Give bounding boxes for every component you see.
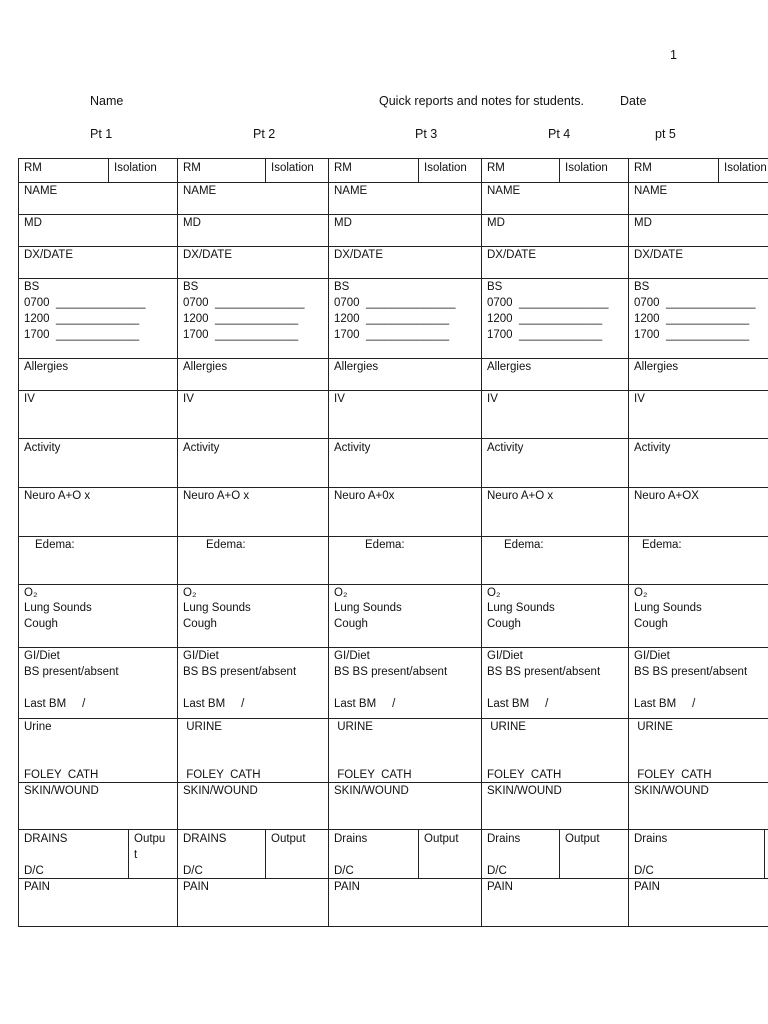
- urine-label: Urine: [24, 721, 52, 733]
- foley-cath-label: FOLEY CATH: [183, 769, 261, 781]
- date-label: Date: [620, 94, 647, 108]
- cough-label: Cough: [634, 618, 668, 630]
- o2-label: O₂: [24, 587, 38, 599]
- patient-label-2: Pt 2: [253, 127, 276, 141]
- allergies-label: Allergies: [487, 361, 532, 373]
- gi-diet-label: GI/Diet: [24, 650, 60, 662]
- blood-sugar-label: BS: [634, 281, 650, 293]
- dc-label: D/C: [634, 865, 654, 877]
- bs-0700-line: 0700 ______________: [334, 297, 456, 309]
- name-label: NAME: [183, 185, 217, 197]
- o2-label: O₂: [334, 587, 348, 599]
- isolation-label: Isolation: [724, 162, 767, 174]
- md-label: MD: [183, 217, 201, 229]
- room-label: RM: [334, 162, 352, 174]
- o2-label: O₂: [634, 587, 648, 599]
- dc-label: D/C: [334, 865, 354, 877]
- name-label: NAME: [487, 185, 521, 197]
- name-label: Name: [90, 94, 124, 108]
- name-label: NAME: [334, 185, 368, 197]
- foley-cath-label: FOLEY CATH: [334, 769, 412, 781]
- drains-label: Drains: [334, 833, 368, 845]
- edema-label: Edema:: [35, 539, 75, 551]
- bs-1700-line: 1700 _____________: [24, 329, 140, 341]
- skin-wound-label: SKIN/WOUND: [24, 785, 99, 797]
- blood-sugar-label: BS: [334, 281, 350, 293]
- lung-sounds-label: Lung Sounds: [24, 602, 92, 614]
- blood-sugar-label: BS: [487, 281, 503, 293]
- urine-label: URINE: [183, 721, 222, 733]
- dx-date-label: DX/DATE: [487, 249, 536, 261]
- neuro-label: Neuro A+O x: [183, 490, 250, 502]
- isolation-label: Isolation: [565, 162, 608, 174]
- activity-label: Activity: [634, 442, 671, 454]
- last-bm-label: Last BM /: [183, 698, 245, 710]
- output-label: Output: [424, 833, 459, 845]
- name-label: NAME: [634, 185, 668, 197]
- dc-label: D/C: [183, 865, 203, 877]
- allergies-label: Allergies: [183, 361, 228, 373]
- bowel-sounds-label: BS BS present/absent: [183, 666, 297, 678]
- dx-date-label: DX/DATE: [634, 249, 683, 261]
- isolation-label: Isolation: [271, 162, 314, 174]
- last-bm-label: Last BM /: [487, 698, 549, 710]
- bs-1200-line: 1200 _____________: [183, 313, 299, 325]
- bs-1200-line: 1200 _____________: [24, 313, 140, 325]
- patient-label-1: Pt 1: [90, 127, 113, 141]
- output-label: Output: [271, 833, 306, 845]
- iv-label: IV: [183, 393, 194, 405]
- lung-sounds-label: Lung Sounds: [334, 602, 402, 614]
- md-label: MD: [334, 217, 352, 229]
- bs-0700-line: 0700 ______________: [487, 297, 609, 309]
- bs-0700-line: 0700 ______________: [183, 297, 305, 309]
- bs-1700-line: 1700 _____________: [634, 329, 750, 341]
- neuro-label: Neuro A+O x: [24, 490, 91, 502]
- md-label: MD: [634, 217, 652, 229]
- room-label: RM: [634, 162, 652, 174]
- dx-date-label: DX/DATE: [24, 249, 73, 261]
- isolation-label: Isolation: [114, 162, 157, 174]
- cough-label: Cough: [487, 618, 521, 630]
- o2-label: O₂: [183, 587, 197, 599]
- dx-date-label: DX/DATE: [334, 249, 383, 261]
- cough-label: Cough: [334, 618, 368, 630]
- skin-wound-label: SKIN/WOUND: [634, 785, 709, 797]
- drains-label: DRAINS: [24, 833, 68, 845]
- skin-wound-label: SKIN/WOUND: [334, 785, 409, 797]
- last-bm-label: Last BM /: [334, 698, 396, 710]
- urine-label: URINE: [334, 721, 373, 733]
- urine-label: URINE: [487, 721, 526, 733]
- pain-label: PAIN: [183, 881, 209, 893]
- foley-cath-label: FOLEY CATH: [634, 769, 712, 781]
- bs-1200-line: 1200 _____________: [334, 313, 450, 325]
- page-number: 1: [670, 48, 677, 62]
- activity-label: Activity: [487, 442, 524, 454]
- pain-label: PAIN: [334, 881, 360, 893]
- lung-sounds-label: Lung Sounds: [634, 602, 702, 614]
- skin-wound-label: SKIN/WOUND: [183, 785, 258, 797]
- pain-label: PAIN: [487, 881, 513, 893]
- drains-label: Drains: [634, 833, 668, 845]
- iv-label: IV: [487, 393, 498, 405]
- allergies-label: Allergies: [24, 361, 69, 373]
- dc-label: D/C: [487, 865, 507, 877]
- md-label: MD: [487, 217, 505, 229]
- page-title: Quick reports and notes for students.: [379, 94, 584, 108]
- name-label: NAME: [24, 185, 58, 197]
- isolation-label: Isolation: [424, 162, 467, 174]
- room-label: RM: [183, 162, 201, 174]
- allergies-label: Allergies: [334, 361, 379, 373]
- bs-1700-line: 1700 _____________: [487, 329, 603, 341]
- bs-0700-line: 0700 ______________: [634, 297, 756, 309]
- edema-label: Edema:: [504, 539, 544, 551]
- gi-diet-label: GI/Diet: [183, 650, 219, 662]
- bowel-sounds-label: BS BS present/absent: [634, 666, 748, 678]
- edema-label: Edema:: [642, 539, 682, 551]
- o2-label: O₂: [487, 587, 501, 599]
- drains-label: Drains: [487, 833, 521, 845]
- patient-label-5: pt 5: [655, 127, 676, 141]
- iv-label: IV: [24, 393, 35, 405]
- edema-label: Edema:: [206, 539, 246, 551]
- skin-wound-label: SKIN/WOUND: [487, 785, 562, 797]
- output-label: Outpu t: [134, 833, 166, 861]
- blood-sugar-label: BS: [183, 281, 199, 293]
- activity-label: Activity: [183, 442, 220, 454]
- dx-date-label: DX/DATE: [183, 249, 232, 261]
- bs-1200-line: 1200 _____________: [634, 313, 750, 325]
- gi-diet-label: GI/Diet: [487, 650, 523, 662]
- urine-label: URINE: [634, 721, 673, 733]
- activity-label: Activity: [24, 442, 61, 454]
- foley-cath-label: FOLEY CATH: [24, 769, 99, 781]
- patient-label-4: Pt 4: [548, 127, 571, 141]
- gi-diet-label: GI/Diet: [334, 650, 370, 662]
- gi-diet-label: GI/Diet: [634, 650, 670, 662]
- foley-cath-label: FOLEY CATH: [487, 769, 562, 781]
- pain-label: PAIN: [634, 881, 660, 893]
- bowel-sounds-label: BS present/absent: [24, 666, 119, 678]
- last-bm-label: Last BM /: [634, 698, 696, 710]
- bs-1700-line: 1700 _____________: [334, 329, 450, 341]
- bs-0700-line: 0700 ______________: [24, 297, 146, 309]
- neuro-label: Neuro A+0x: [334, 490, 395, 502]
- room-label: RM: [487, 162, 505, 174]
- drains-label: DRAINS: [183, 833, 227, 845]
- output-label: Output: [565, 833, 600, 845]
- activity-label: Activity: [334, 442, 371, 454]
- neuro-label: Neuro A+OX: [634, 490, 699, 502]
- bowel-sounds-label: BS BS present/absent: [334, 666, 448, 678]
- cough-label: Cough: [24, 618, 58, 630]
- cough-label: Cough: [183, 618, 217, 630]
- iv-label: IV: [634, 393, 645, 405]
- lung-sounds-label: Lung Sounds: [183, 602, 251, 614]
- md-label: MD: [24, 217, 42, 229]
- neuro-label: Neuro A+O x: [487, 490, 554, 502]
- bs-1700-line: 1700 _____________: [183, 329, 299, 341]
- lung-sounds-label: Lung Sounds: [487, 602, 555, 614]
- iv-label: IV: [334, 393, 345, 405]
- patient-label-3: Pt 3: [415, 127, 438, 141]
- edema-label: Edema:: [365, 539, 405, 551]
- allergies-label: Allergies: [634, 361, 679, 373]
- bowel-sounds-label: BS BS present/absent: [487, 666, 601, 678]
- room-label: RM: [24, 162, 42, 174]
- last-bm-label: Last BM /: [24, 698, 86, 710]
- blood-sugar-label: BS: [24, 281, 40, 293]
- pain-label: PAIN: [24, 881, 50, 893]
- dc-label: D/C: [24, 865, 44, 877]
- bs-1200-line: 1200 _____________: [487, 313, 603, 325]
